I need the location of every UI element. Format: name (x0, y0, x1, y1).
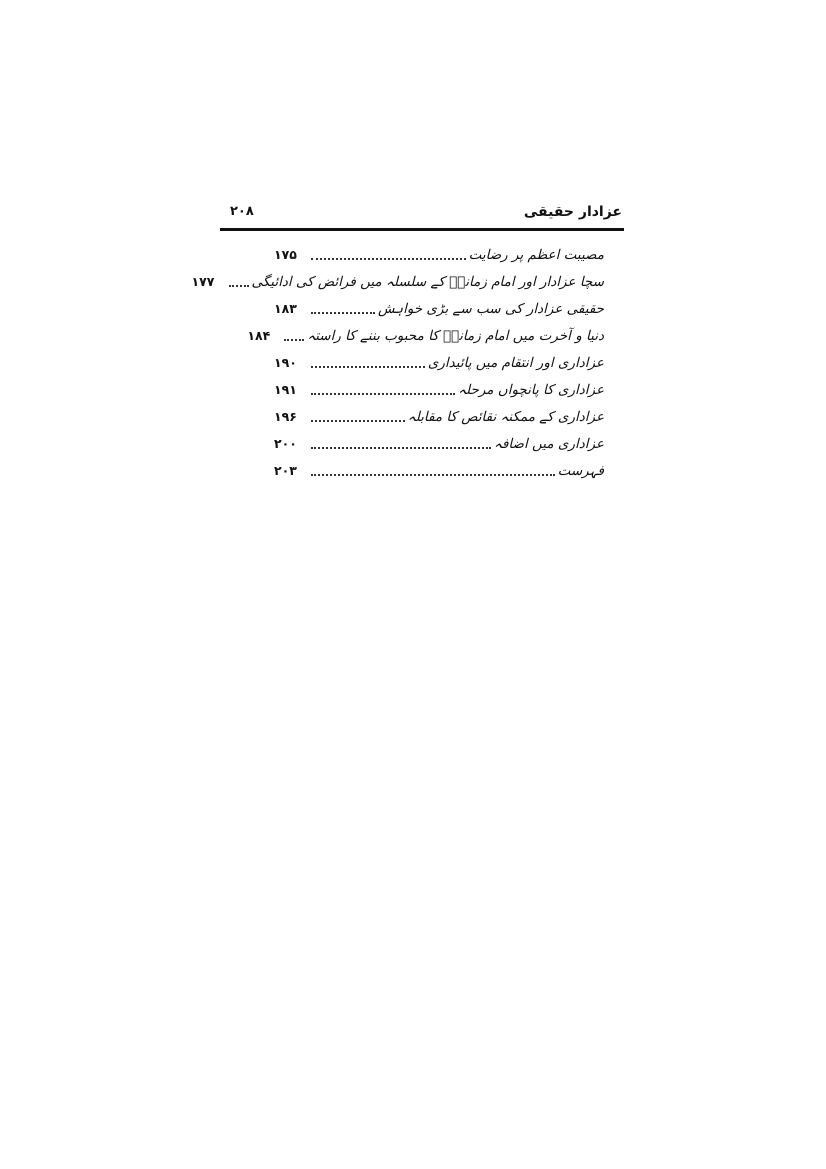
dot-leader (229, 285, 249, 287)
toc-entry-page: ۱۷۷ (191, 274, 215, 289)
dot-leader (311, 312, 375, 314)
running-header (220, 200, 622, 228)
dot-leader (311, 474, 555, 476)
toc-entry (191, 265, 604, 292)
toc-entry-page: ۱۸۳ (274, 301, 297, 316)
dot-leader (311, 366, 425, 368)
toc-entry-title: مصیبت اعظم پر رضایت (468, 247, 604, 263)
toc-entry-page: ۱۹۶ (274, 409, 297, 424)
toc-entry-page: ۱۹۱ (274, 382, 297, 397)
toc-entry (274, 400, 604, 427)
toc-entry-page: ۱۸۴ (247, 328, 271, 343)
dot-leader (311, 393, 455, 395)
toc-entry-title: عزاداری اور انتقام میں پائیداری (427, 355, 604, 371)
toc-entry-page: ۱۹۰ (274, 355, 297, 370)
toc-entry (274, 292, 604, 319)
dot-leader (284, 339, 304, 341)
toc-entry-page: ۲۰۳ (274, 463, 297, 478)
toc-entry-title: عزاداری کے ممکنہ نقائص کا مقابلہ (407, 409, 604, 425)
header-rule (220, 228, 624, 231)
dot-leader (311, 258, 466, 260)
toc-entry-page: ۲۰۰ (274, 436, 297, 451)
toc-entry-title: فہرست (557, 463, 604, 479)
toc-entry (247, 319, 604, 346)
toc-entry-title: عزاداری کا پانچواں مرحلہ (458, 382, 604, 398)
dot-leader (311, 447, 491, 449)
toc-entry-title: سچا عزادار اور امام زمانہؑ کے سلسلہ میں فرائض کی ادائیگی (251, 274, 604, 290)
page-number: ۲۰۸ (230, 204, 254, 219)
toc-entry (274, 373, 604, 400)
toc-entry-title: حقیقی عزادار کی سب سے بڑی خواہش (377, 301, 604, 317)
table-of-contents (191, 238, 604, 481)
toc-entry (274, 454, 604, 481)
toc-entry-page: ۱۷۵ (274, 247, 297, 262)
toc-entry (274, 238, 604, 265)
toc-entry (274, 346, 604, 373)
toc-entry-title: عزاداری میں اضافہ (494, 436, 604, 452)
toc-entry (274, 427, 604, 454)
book-title: عزادار حقیقی (523, 204, 622, 220)
toc-entry-title: دنیا و آخرت میں امام زمانہؑ کا محبوب بننے کا راستہ (307, 328, 604, 344)
dot-leader (311, 420, 405, 422)
